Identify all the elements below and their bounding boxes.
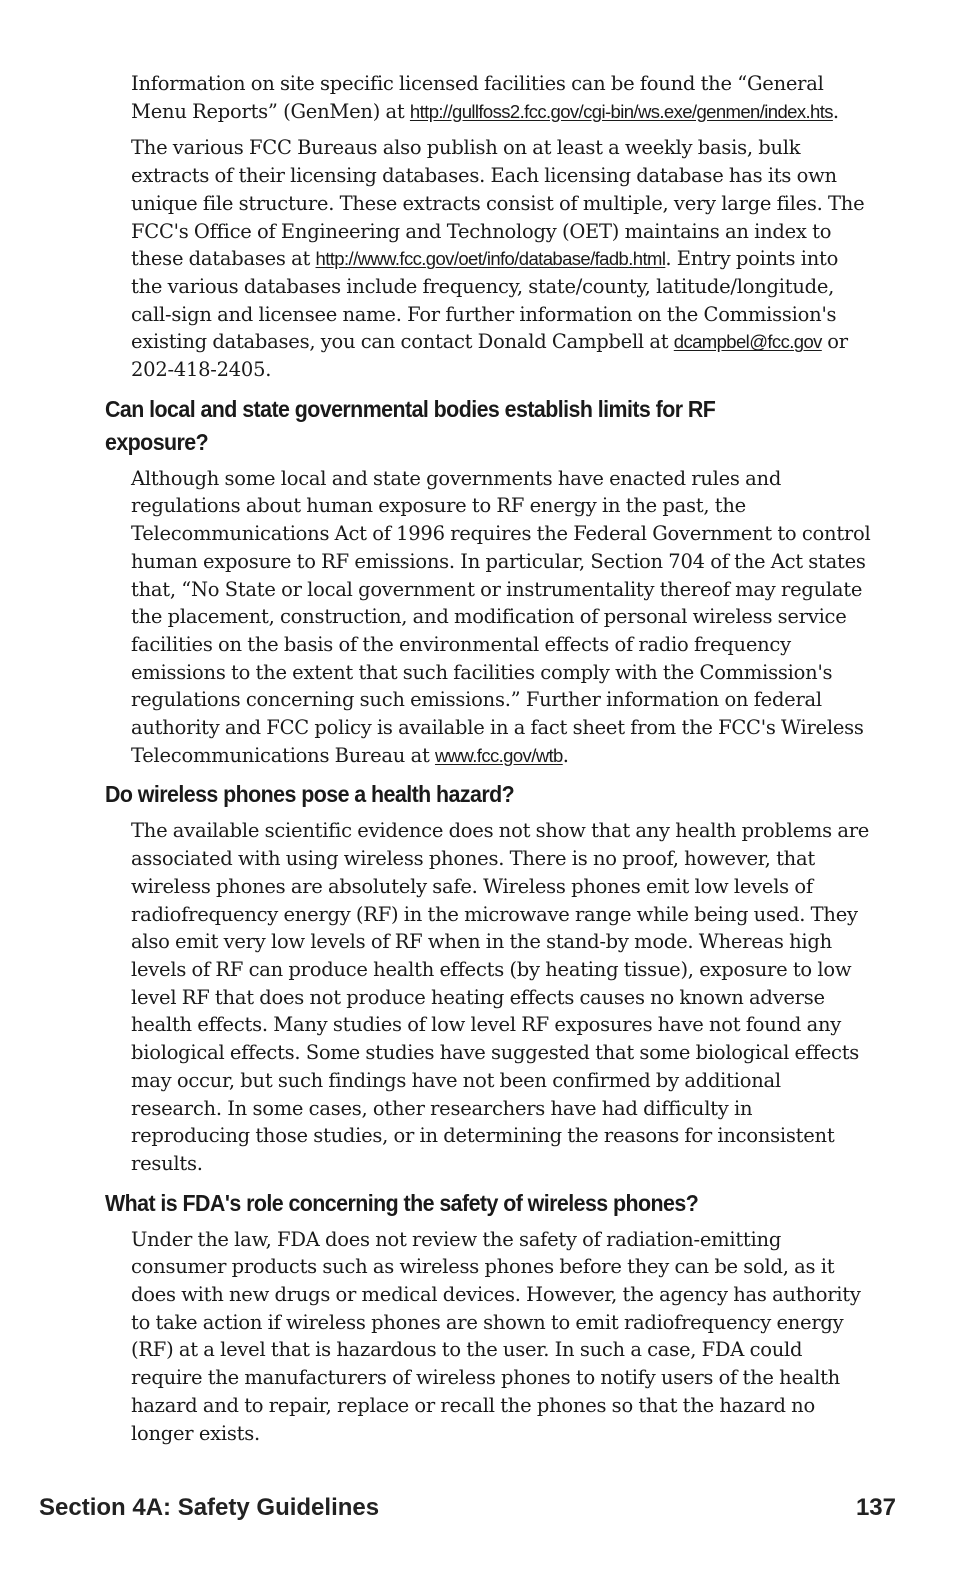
page-number: 137: [855, 1494, 896, 1521]
email-link[interactable]: dcampbel@fcc.gov: [673, 331, 822, 353]
paragraph-text: . Entry points into the various databases include frequency, state/county, latitude/longitude, call-sign and licensee name. For further information on the Commission's existing databases, you can contact Donald Campbell at: [131, 247, 839, 354]
paragraph-fda-law: Under the law, FDA does not review the safety of radiation-emitting consumer products such as wireless phones before they can be sold, as it does with new drugs or medical devices. However, the agency has authority to take action if wireless phones are shown to emit radiofrequency energy (RF) at a level that is hazardous to the user. In such a case, FDA could require the manufacturers of wireless phones to notify users of the health hazard and to repair, replace or recall the phones so that the hazard no longer exists.: [131, 1227, 861, 1445]
page-footer: [39, 1494, 896, 1522]
paragraph-text: The various FCC Bureaus also publish on at least a weekly basis, bulk extracts of their licensing databases. Each licensing database has its own unique file structure. These extracts consist of multiple, very large files. The FCC's Office of Engineering and Technology (OET) maintains an index to these databases at: [131, 136, 865, 271]
fadb-link[interactable]: http://www.fcc.gov/oet/info/database/fadb.html: [315, 248, 666, 270]
heading-fda-role: What is FDA's role concerning the safety of wireless phones?: [105, 1189, 699, 1216]
wtb-link[interactable]: www.fcc.gov/wtb: [434, 744, 563, 766]
paragraph-telecom-act: [131, 465, 871, 770]
paragraph-databases: [131, 134, 871, 383]
heading-health-hazard: Do wireless phones pose a health hazard?: [105, 781, 515, 808]
footer-section-title: Section 4A: Safety Guidelines: [39, 1494, 380, 1521]
paragraph-text: Information on site specific licensed facilities can be found the “General Menu Reports” (GenMen) at: [131, 72, 824, 123]
heading-local-state-limits: Can local and state governmental bodies establish limits for RF exposure?: [105, 395, 716, 455]
page-content: [0, 70, 954, 1456]
paragraph-genmen: [131, 70, 871, 125]
paragraph-scientific-evidence: The available scientific evidence does not show that any health problems are associated with using wireless phones. There is no proof, however, that wireless phones are absolutely safe. Wireless phones emit low levels of radiofrequency energy (RF) in the microwave range while being used. They also emit very low levels of RF when in the stand-by mode. Whereas high levels of RF can produce health effects (by heating tissue), exposure to low level RF that does not produce heating effects causes no known adverse health effects. Many studies of low level RF exposures have not found any biological effects. Some studies have suggested that some biological effects may occur, but such findings have not been confirmed by additional research. In some cases, other researchers have had difficulty in reproducing those studies, or in determining the reasons for inconsistent results.: [131, 819, 870, 1175]
paragraph-text: .: [832, 99, 839, 123]
paragraph-text: Although some local and state governments have enacted rules and regulations about human exposure to RF energy in the past, the Telecommunications Act of 1996 requires the Federal Government to control human exposure to RF emissions. In particular, Section 704 of the Act states that, “No State or local government or instrumentality thereof may regulate the placement, construction, and modification of personal wireless service facilities on the basis of the environmental effects of radio frequency emissions to the extent that such facilities comply with the Commission's regulations concerning such emissions.” Further information on federal authority and FCC policy is available in a fact sheet from the FCC's Wireless Telecommunications Bureau at: [131, 466, 871, 767]
paragraph-text: .: [562, 743, 569, 767]
genmen-link[interactable]: http://gullfoss2.fcc.gov/cgi-bin/ws.exe/genmen/index.hts: [409, 100, 833, 122]
paragraph-text: or 202-418-2405.: [131, 330, 848, 382]
